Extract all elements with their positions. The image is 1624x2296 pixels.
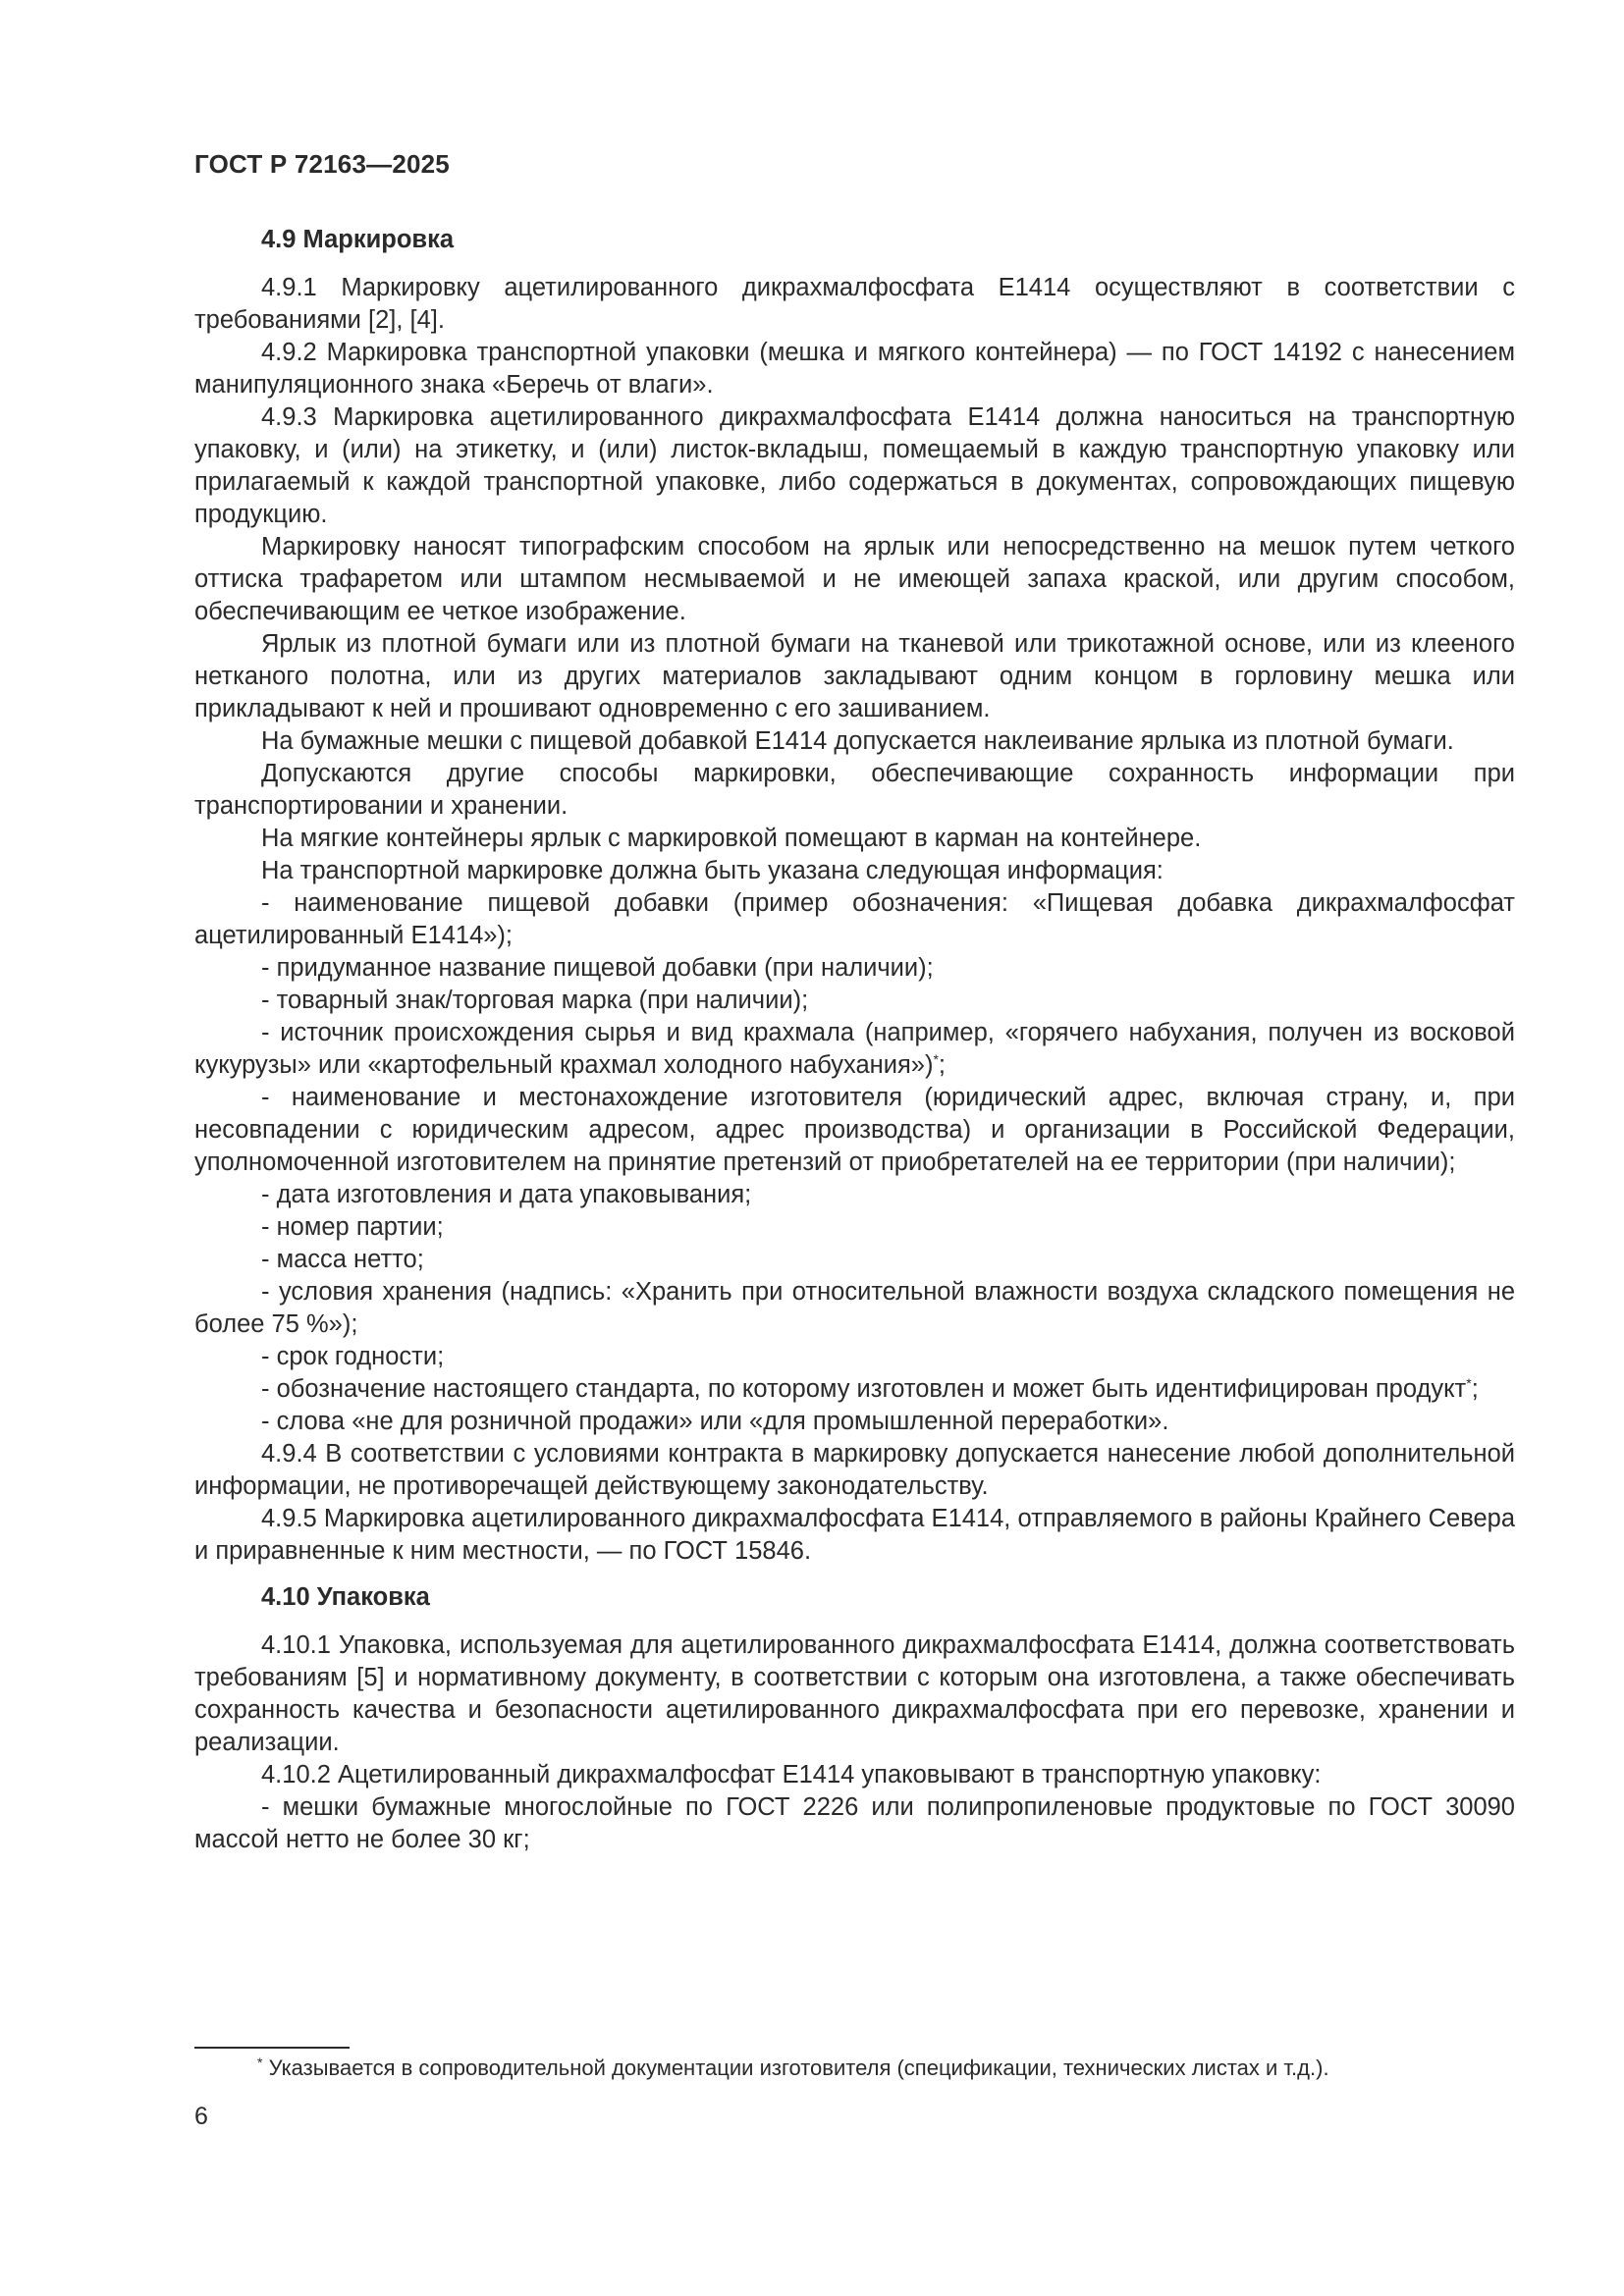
list-item: - наименование пищевой добавки (пример обозначения: «Пищевая добавка дикрахмалфосфат ацетилированный E1414»);	[194, 889, 1515, 949]
paragraph-4-9-3: 4.9.3 Маркировка ацетилированного дикрахмалфосфата E1414 должна наноситься на транспортную упаковку, и (или) на этикетку, и (или) листок-вкладыш, помещаемый в каждую транспортную упаковку или прилагаемый к каждой транспортной упаковке, либо содержаться в документах, сопровождающих пищевую продукцию.	[194, 403, 1515, 528]
list-item-end: ;	[938, 1051, 947, 1079]
document-header: ГОСТ Р 72163—2025	[194, 149, 450, 179]
list-item-end: ;	[1471, 1375, 1479, 1403]
paragraph-4-9-2: 4.9.2 Маркировка транспортной упаковки (мешка и мягкого контейнера) — по ГОСТ 14192 с нанесением манипуляционного знака «Беречь от влаги».	[194, 339, 1515, 399]
paragraph-info-intro: На транспортной маркировке должна быть указана следующая информация:	[261, 857, 1164, 884]
list-item: - масса нетто;	[261, 1246, 424, 1273]
list-item: - слова «не для розничной продажи» или «для промышленной переработки».	[261, 1408, 1169, 1435]
list-item: - условия хранения (надпись: «Хранить при относительной влажности воздуха складского помещения не более 75 %»);	[194, 1278, 1515, 1338]
paragraph-other-methods: Допускаются другие способы маркировки, обеспечивающие сохранность информации при транспортировании и хранении.	[194, 760, 1515, 820]
paragraph-paper-bags: На бумажные мешки с пищевой добавкой E1414 допускается наклеивание ярлыка из плотной бумаги.	[261, 727, 1454, 755]
list-item	[194, 1373, 1515, 1406]
footnote-reference: *	[1466, 1375, 1472, 1391]
footnote-text: Указывается в сопроводительной документации изготовителя (спецификации, технических листах и т.д.).	[268, 2056, 1329, 2080]
paragraph-4-9-5: 4.9.5 Маркировка ацетилированного дикрахмалфосфата E1414, отправляемого в районы Крайнего Севера и приравненные к ним местности, — по ГОСТ 15846.	[194, 1505, 1515, 1565]
section-heading-4-10: 4.10 Упаковка	[261, 1583, 430, 1611]
document-body	[194, 224, 1515, 1856]
footnote-mark: *	[257, 2055, 263, 2070]
list-item-text: - обозначение настоящего стандарта, по которому изготовлен и может быть идентифицирован продукт	[261, 1375, 1467, 1403]
paragraph-soft-containers: На мягкие контейнеры ярлык с маркировкой помещают в карман на контейнере.	[261, 825, 1202, 852]
footnote-reference: *	[933, 1051, 939, 1067]
list-item: - придуманное название пищевой добавки (при наличии);	[261, 954, 934, 982]
list-item: - номер партии;	[261, 1213, 444, 1241]
paragraph-label-material: Ярлык из плотной бумаги или из плотной бумаги на тканевой или трикотажной основе, или из клееного нетканого полотна, или из других материалов закладывают одним концом в горловину мешка или прикладывают к ней и прошивают одновременно с его зашиванием.	[194, 630, 1515, 722]
paragraph-4-9-1: 4.9.1 Маркировку ацетилированного дикрахмалфосфата E1414 осуществляют в соответствии с требованиями [2], [4].	[194, 274, 1515, 334]
page-number: 6	[194, 2103, 208, 2130]
paragraph-marking-method: Маркировку наносят типографским способом на ярлык или непосредственно на мешок путем четкого оттиска трафаретом или штампом несмываемой и не имеющей запаха краской, или другим способом, обеспечивающим ее четкое изображение.	[194, 533, 1515, 625]
list-item: - товарный знак/торговая марка (при наличии);	[261, 987, 809, 1014]
list-item: - срок годности;	[261, 1343, 445, 1370]
list-item: - мешки бумажные многослойные по ГОСТ 2226 или полипропиленовые продуктовые по ГОСТ 30090 массой нетто не более 30 кг;	[194, 1793, 1515, 1853]
section-heading-4-9: 4.9 Маркировка	[261, 226, 455, 253]
paragraph-4-10-1: 4.10.1 Упаковка, используемая для ацетилированного дикрахмалфосфата E1414, должна соответствовать требованиям [5] и нормативному документу, в соответствии с которым она изготовлена, а также обеспечивать сохранность качества и безопасности ацетилированного дикрахмалфосфата при его перевозке, хранении и реализации.	[194, 1631, 1515, 1756]
list-item: - наименование и местонахождение изготовителя (юридический адрес, включая страну, и, при несовпадении с юридическим адресом, адрес производства) и организации в Российской Федерации, уполномоченной изготовителем на принятие претензий от приобретателей на ее территории (при наличии);	[194, 1084, 1515, 1176]
paragraph-4-10-2: 4.10.2 Ацетилированный дикрахмалфосфат E1414 упаковывают в транспортную упаковку:	[261, 1761, 1322, 1789]
footnote-divider	[194, 2047, 350, 2049]
paragraph-4-9-4: 4.9.4 В соответствии с условиями контракта в маркировку допускается нанесение любой дополнительной информации, не противоречащей действующему законодательству.	[194, 1440, 1515, 1500]
list-item-text: - источник происхождения сырья и вид крахмала (например, «горячего набухания, получен из восковой кукурузы» или «картофельный крахмал холодного набухания»)	[194, 1019, 1515, 1079]
list-item	[194, 1017, 1515, 1082]
footnote	[257, 2055, 1534, 2082]
list-item: - дата изготовления и дата упаковывания;	[261, 1181, 752, 1208]
